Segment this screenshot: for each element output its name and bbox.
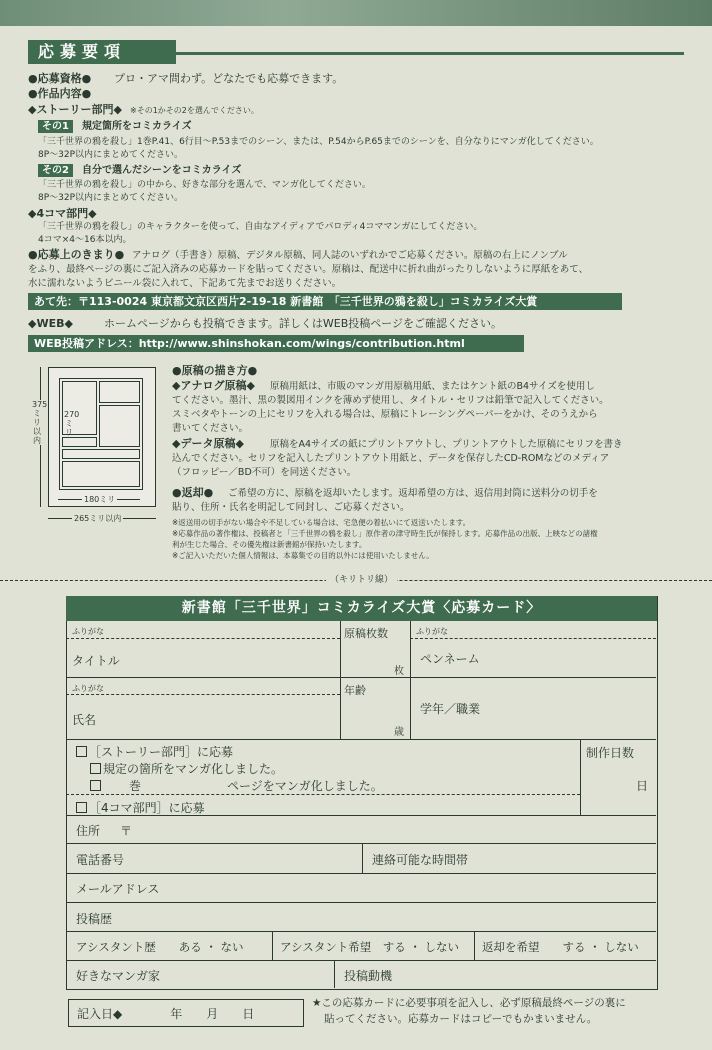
note-3: 利が生じた場合、その優先権は新書館が保持いたします。 xyxy=(172,540,367,549)
history-label: 投稿歴 xyxy=(76,912,113,926)
width-inner-label: 180ミリ xyxy=(84,495,116,504)
option1-title: 規定箇所をコミカライズ xyxy=(82,121,192,132)
option2-line1: 「三千世界の鴉を殺し」の中から、好きな部分を選んで、マンガ化してください。 xyxy=(38,180,371,190)
koma-entry-checkbox[interactable]: ［4コマ部門］に応募 xyxy=(76,799,205,816)
section-title-rule xyxy=(166,52,684,55)
email-label: メールアドレス xyxy=(76,882,160,896)
rules-line3: 水に濡れないようビニール袋に入れて、下記あて先までお送りください。 xyxy=(28,278,342,289)
name-furigana: ふりがな xyxy=(72,684,104,693)
phone-label: 電話番号 xyxy=(76,853,125,867)
analog-line2: てください。墨汁、黒の製図用インクを薄めず使用し、タイトル・セリフは鉛筆で記入してください。 xyxy=(172,395,609,406)
four-koma-line2: 4コマ×4〜16本以内。 xyxy=(38,235,132,245)
option2-line2: 8P〜32P以内にまとめてください。 xyxy=(38,193,184,203)
analog-line3: スミベタやトーンの上にセリフを入れる場合は、原稿にトレーシングペーパーをかけ、そのうえから xyxy=(172,409,598,420)
penname-furigana: ふりがな xyxy=(416,627,448,636)
eligibility-label: ●応募資格● xyxy=(28,72,92,85)
return-line2: 貼り、住所・氏名を明記して同封し、ご応募ください。 xyxy=(172,502,410,513)
note-4: ※ご記入いただいた個人情報は、本募集での目的以外には使用いたしません。 xyxy=(172,551,434,560)
option1-line1: 「三千世界の鴉を殺し」1巻P.41、6行目〜P.53までのシーン、または、P.54からP.65までのシーンを、自分なりにマンガ化してください。 xyxy=(38,137,599,147)
data-line3: （フロッピー／BD不可）を同送ください。 xyxy=(172,467,357,478)
web-address-bar[interactable]: WEB投稿アドレス：http://www.shinshokan.com/wings/contribution.html xyxy=(28,335,524,352)
section-title: 応募要項 xyxy=(28,40,176,64)
production-days-label: 制作日数 xyxy=(586,746,635,760)
manuscript-panel xyxy=(62,437,97,447)
eligibility-text: プロ・アマ問わず。どなたでも応募できます。 xyxy=(114,72,344,85)
top-decorative-band xyxy=(0,0,712,26)
option1-tag: その1 xyxy=(38,120,73,133)
note-1: ※返送用の切手がない場合や不足している場合は、宅急便の着払いにて返送いたします。 xyxy=(172,518,471,527)
four-koma-line1: 「三千世界の鴉を殺し」のキャラクターを使って、自由なアイディアでパロディ4コママンガにしてください。 xyxy=(38,222,483,232)
favorite-artist-label: 好きなマンガ家 xyxy=(76,969,161,983)
checkbox-icon[interactable] xyxy=(76,746,87,757)
title-label: タイトル xyxy=(72,654,120,668)
rules-line2: をふり、最終ページの裏にご記入済みの応募カードを貼ってください。原稿は、配送中に折れ曲がったりしないように厚紙をあて、 xyxy=(28,264,589,275)
production-days-unit: 日 xyxy=(636,779,649,793)
web-label: ◆WEB◆ xyxy=(28,317,73,330)
page-count-unit: 枚 xyxy=(394,666,404,677)
card-footer-line1: ★この応募カードに必要事項を記入し、必ず原稿最終ページの裏に xyxy=(312,997,626,1009)
how-to-label: ●原稿の描き方● xyxy=(172,364,258,377)
rules-label: ●応募上のきまり● xyxy=(28,248,125,261)
manuscript-panel xyxy=(99,381,140,403)
address-label: 住所 xyxy=(76,824,101,838)
height-outer-label: 375ミリ以内 xyxy=(32,400,48,445)
rules-line1: アナログ（手書き）原稿、デジタル原稿、同人誌のいずれかでご応募ください。原稿の右上にノンブル xyxy=(132,250,568,261)
option1-line2: 8P〜32P以内にまとめてください。 xyxy=(38,150,184,160)
entry-date-label: 記入日◆ 年 月 日 xyxy=(77,1007,255,1021)
penname-label: ペンネーム xyxy=(420,652,480,666)
entry-card-title: 新書館「三千世界」コミカライズ大賞〈応募カード〉 xyxy=(66,596,657,621)
entry-date-box[interactable] xyxy=(68,999,304,1027)
assistant-wish[interactable]: アシスタント希望 する ・ しない xyxy=(280,940,460,954)
contents-label: ●作品内容● xyxy=(28,87,92,100)
age-label: 年齢 xyxy=(344,684,366,697)
analog-line4: 書いてください。 xyxy=(172,423,249,434)
page-count-label: 原稿枚数 xyxy=(344,627,388,640)
return-line1: ご希望の方に、原稿を返却いたします。返却希望の方は、返信用封筒に送料分の切手を xyxy=(228,488,598,499)
card-footer-line2: 貼ってください。応募カードはコピーでもかまいません。 xyxy=(324,1013,598,1025)
analog-line1: 原稿用紙は、市販のマンガ用原稿用紙、またはケント紙のB4サイズを使用し xyxy=(270,381,595,392)
school-job-label: 学年／職業 xyxy=(420,702,481,716)
cut-line-label: （キリトリ線） xyxy=(326,574,397,587)
manuscript-panel xyxy=(62,449,140,459)
address-bar: あて先：〒113-0024 東京都文京区西片2-19-18 新書館 「三千世界の鴉を殺し」コミカライズ大賞 xyxy=(28,293,622,310)
analog-label: ◆アナログ原稿◆ xyxy=(172,379,255,392)
option2-tag: その2 xyxy=(38,164,73,177)
four-koma-label: ◆4コマ部門◆ xyxy=(28,207,97,220)
manuscript-diagram xyxy=(48,367,156,507)
manuscript-panel xyxy=(62,461,140,487)
option2-title: 自分で選んだシーンをコミカライズ xyxy=(82,165,242,176)
assistant-history[interactable]: アシスタント歴 ある ・ ない xyxy=(76,940,244,954)
data-label: ◆データ原稿◆ xyxy=(172,437,244,450)
age-unit: 歳 xyxy=(394,727,404,738)
story-option2-checkbox[interactable]: 巻 ページをマンガ化しました。 xyxy=(90,777,383,794)
checkbox-icon[interactable] xyxy=(90,763,101,774)
return-wish[interactable]: 返却を希望 する ・ しない xyxy=(482,940,639,954)
title-furigana: ふりがな xyxy=(72,627,104,636)
note-2: ※応募作品の著作権は、投稿者と「三千世界の鴉を殺し」原作者の津守時生氏が保持します。応募作品の出版、上映などの諸権 xyxy=(172,529,598,538)
story-category-note: ※その1かその2を選んでください。 xyxy=(130,106,259,115)
postal-mark: 〒 xyxy=(120,824,133,838)
story-category-label: ◆ストーリー部門◆ xyxy=(28,103,122,116)
return-label: ●返却● xyxy=(172,486,214,499)
contact-time-label: 連絡可能な時間帯 xyxy=(372,853,469,867)
checkbox-icon[interactable] xyxy=(90,780,101,791)
name-label: 氏名 xyxy=(72,713,97,727)
height-inner-label: 270ミリ xyxy=(64,410,80,437)
story-option1-checkbox[interactable]: 規定の箇所をマンガ化しました。 xyxy=(90,760,283,777)
data-line1: 原稿をA4サイズの紙にプリントアウトし、プリントアウトした原稿にセリフを書き xyxy=(270,439,623,450)
motive-label: 投稿動機 xyxy=(344,969,393,983)
web-text: ホームページからも投稿できます。詳しくはWEB投稿ページをご確認ください。 xyxy=(104,317,503,330)
story-entry-checkbox[interactable]: ［ストーリー部門］に応募 xyxy=(76,743,233,760)
checkbox-icon[interactable] xyxy=(76,802,87,813)
data-line2: 込んでください。セリフを記入したプリントアウト用紙と、データを保存したCD-ROMなどのメディア xyxy=(172,453,610,464)
width-outer-label: 265ミリ以内 xyxy=(74,514,122,523)
manuscript-panel xyxy=(99,405,140,447)
